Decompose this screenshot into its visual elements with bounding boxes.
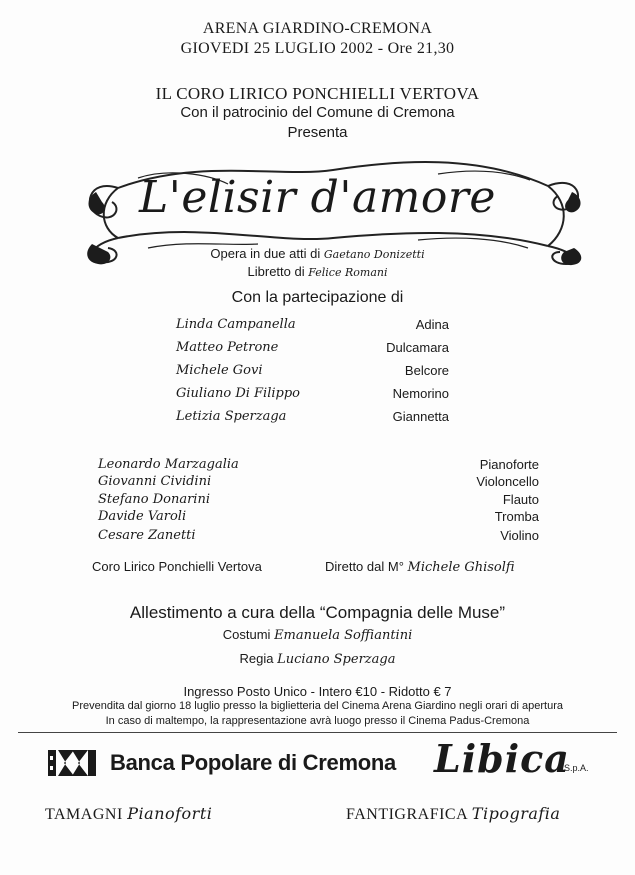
opera-line: [0, 246, 635, 261]
participation-heading: Con la partecipazione di: [231, 289, 404, 306]
musician-instrument: Pianoforte: [479, 457, 539, 472]
bank-logo-icon: [48, 746, 98, 780]
musician-name: Stefano Donarini: [98, 492, 210, 507]
costumes-label: Costumi: [222, 627, 271, 642]
chorus-name: Coro Lirico Ponchielli Vertova: [92, 559, 262, 574]
tamagni-sponsor: [45, 804, 212, 824]
libica-logo: Libica: [434, 736, 570, 781]
musician-instrument: Tromba: [494, 509, 539, 524]
choir-title: IL CORO LIRICO PONCHIELLI VERTOVA: [155, 84, 480, 103]
cast-name: Letizia Sperzaga: [176, 409, 287, 424]
fantigrafica-sponsor: [346, 804, 560, 824]
staging-heading: Allestimento a cura della “Compagnia delle Muse”: [129, 603, 506, 622]
libretto-line: [0, 264, 635, 279]
musician-name: Davide Varoli: [98, 509, 187, 524]
weather-info: In caso di maltempo, la rappresentazione avrà luogo presso il Cinema Padus-Cremona: [105, 715, 530, 727]
bank-sponsor-name: Banca Popolare di Cremona: [110, 750, 396, 775]
cast-name: Giuliano Di Filippo: [176, 386, 300, 401]
opera-title: L'elisir d'amore: [139, 172, 496, 223]
costumes-name: Emanuela Soffiantini: [274, 628, 413, 643]
director-line: [325, 559, 515, 575]
costumes-line: [0, 627, 635, 643]
cast-role: Dulcamara: [386, 340, 449, 355]
director-label: Diretto dal M°: [325, 559, 404, 574]
musician-name: Giovanni Cividini: [98, 474, 212, 489]
date-line: GIOVEDI 25 LUGLIO 2002 - Ore 21,30: [180, 40, 455, 57]
libretto-label: Libretto di: [247, 264, 305, 279]
cast-role: Adina: [415, 317, 449, 332]
libica-suffix: S.p.A.: [564, 763, 589, 773]
direction-label: Regia: [239, 651, 274, 666]
musician-instrument: Violino: [500, 528, 539, 543]
tamagni-name: TAMAGNI: [45, 806, 123, 823]
cast-name: Linda Campanella: [176, 317, 296, 332]
presale-info: Prevendita dal giorno 18 luglio presso la biglietteria del Cinema Arena Giardino negli orari di apertura: [71, 700, 563, 712]
direction-line: [0, 651, 635, 667]
cast-role: Nemorino: [392, 386, 449, 401]
fantigrafica-name: FANTIGRAFICA: [346, 806, 468, 823]
cast-role: Belcore: [404, 363, 449, 378]
composer-name: Gaetano Donizetti: [323, 248, 425, 261]
fantigrafica-subtitle: Tipografia: [471, 804, 561, 823]
opera-label: Opera in due atti di: [210, 246, 321, 261]
direction-name: Luciano Sperzaga: [277, 652, 396, 667]
musician-name: Leonardo Marzagalia: [98, 457, 239, 472]
cast-role: Giannetta: [392, 409, 449, 424]
librettist-name: Felice Romani: [308, 266, 388, 279]
musician-name: Cesare Zanetti: [98, 528, 196, 543]
ticket-prices: Ingresso Posto Unico - Intero €10 - Ridotto € 7: [183, 684, 452, 699]
musician-instrument: Violoncello: [476, 474, 539, 489]
presents-line: Presenta: [287, 124, 348, 141]
venue-line: ARENA GIARDINO-CREMONA: [202, 20, 433, 37]
musician-instrument: Flauto: [502, 492, 539, 507]
cast-name: Matteo Petrone: [176, 340, 279, 355]
cast-name: Michele Govi: [176, 363, 263, 378]
director-name: Michele Ghisolfi: [407, 560, 515, 575]
patronage-line: Con il patrocinio del Comune di Cremona: [180, 104, 455, 121]
tamagni-subtitle: Pianoforti: [127, 804, 213, 823]
